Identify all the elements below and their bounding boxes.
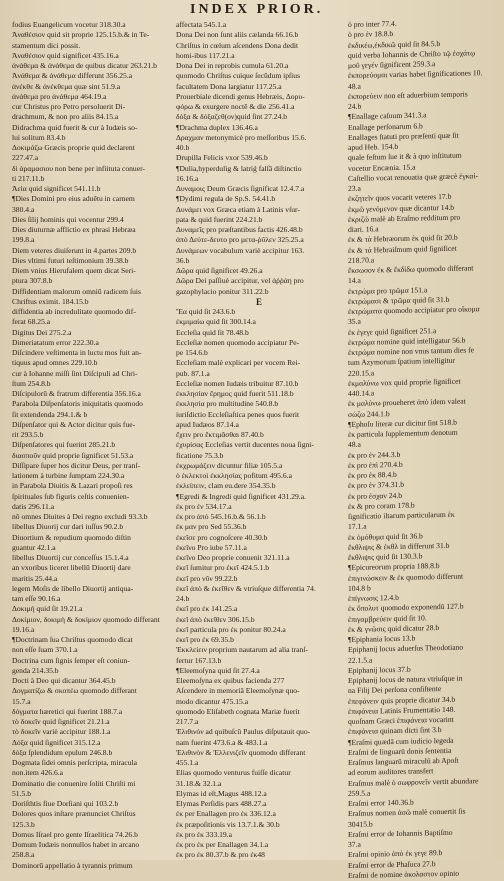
index-entry-line: ἐκκλησία pro multitudine 540.8.b [176, 399, 279, 409]
index-entry-line: 22.1.5.a [348, 654, 373, 665]
index-entry-line: 455.1.a [176, 758, 199, 767]
index-entry-line: ἐκλείπειν, clam eu.dere 354.35.b [176, 481, 276, 491]
index-entry-line: Eraſmi de nomine ἀκολαστον opinio [348, 868, 460, 880]
index-column-right [348, 17, 498, 881]
index-entry-line: ὁ pro ἐν 18.8.b [348, 29, 394, 40]
index-entry-line: ἔχειν pro ἔκτιμᾶσθαι 87.40.b [176, 430, 264, 439]
index-entry-line: diari. 16.a [348, 224, 379, 234]
index-entry-line: ¶Dies Domini pro eius aduētu in carnem [12, 194, 135, 204]
index-entry-line: μοῦ γεγέν ſignificent 259.3.a [348, 59, 436, 70]
index-entry-line: ἐκ μαν pro Sed 55.36.b [176, 522, 247, 532]
index-entry-line: ἐκ pro ἐν 244.3.b [348, 449, 401, 460]
index-entry-line: Elias quomodo venturus fuiſſe dicatur [176, 768, 291, 778]
index-entry-line: diffidentia ab incredulitate quomodo dif- [12, 307, 136, 316]
index-entry-line: lui solitum 83.4.b [12, 132, 66, 142]
index-entry-line: ¶Doctrinam ſua Chriſtus quomodo dicat [12, 635, 133, 644]
index-entry-line: an vxoribus liceret libellū Diuortij dare [12, 563, 131, 573]
index-entry-line: Dona Dei in reprobis cumula 61.20.a [176, 61, 289, 70]
index-entry-line: ἔκθλιψις & ἐκθλ in differunt 31.b [348, 540, 450, 552]
index-entry-line: Ἀεὶα quid significet 541.11.b [12, 184, 101, 193]
index-entry-line: ἐκπορεύειν non eſt aduerbium temporis [348, 89, 468, 101]
index-entry-line: Eccleſiæ nomen Iudæis tribuitur 87.10.b [176, 378, 299, 388]
index-entry-line: quomodo Eliſabeth cognata Mariæ fuerit [176, 706, 300, 716]
index-entry-line: ἐκ μαλύνω proueheret ἀπὸ idem valeat [348, 396, 466, 409]
index-entry-line: Ἐκκλείειν proprium nautarum ad alia tranſ- [176, 645, 308, 655]
index-entry-line: Elymas id eſt,Magus 488.12.a [176, 788, 267, 798]
index-entry-line: cur Christus pro Petro persoluerit Di- [12, 102, 126, 111]
index-column-middle [176, 20, 342, 861]
index-entry-line: genda 214.35.b [12, 665, 59, 675]
index-entry-line: Parabola Diſpenſatoris iniquitatis quomodo [12, 399, 143, 409]
index-entry-line: 258.8.a [12, 850, 35, 860]
index-entry-line: 14.a [348, 275, 361, 286]
index-entry-line: 259.5.a [348, 788, 371, 798]
index-entry-line: Doctrina cum ſignis ſemper eſt coniun- [12, 655, 130, 665]
index-entry-line: 37.a [348, 839, 361, 849]
index-entry-line: ἐκ pro ἐκ 88.4.b [348, 469, 397, 480]
index-entry-line: quomodo Chriſtus cuique ſecūdum ipſius [176, 71, 301, 81]
index-entry-line: iuriſdictio Eccleſiaſtica penes quos fuerit [176, 409, 300, 419]
index-entry-line: σώζω 244.1.b [348, 408, 390, 419]
index-entry-line: Digitus Dei 275.2.a [12, 327, 72, 337]
index-entry-line: legem Moſis de libello Diuortij antiqua- [12, 583, 134, 593]
index-entry-line: ¶Egredi & Ingredi quid ſignificet 431.29.a. [176, 491, 306, 501]
index-entry-line: fertur 167.13.b [176, 655, 222, 665]
index-entry-line: 227.47.a [12, 153, 39, 163]
index-entry-line: ἐκ pro ἐκ per Enallagen 34.1.a [176, 840, 269, 849]
index-entry-line: ἐκ ἐγεγε quid ſignificet 251.a [348, 325, 437, 337]
index-entry-line: tum Azymorum ſpatium intelligitur [348, 356, 455, 368]
index-entry-line: ¶Epicureorum propria 188.8.b [348, 561, 440, 573]
index-entry-line: Dies vltimi futuri teſtimonium 39.38.b [12, 255, 129, 265]
index-entry-line: ὁ pro inter 77.4. [348, 18, 397, 29]
index-entry-line: ἐκ pro ἐπὶ 270.4.b [348, 459, 403, 470]
index-entry-line: ἀνέκθε & ἀνέκθεμα quæ sint 51.9.a [12, 81, 121, 91]
index-entry-line: 30415.b [348, 818, 373, 829]
index-entry-line: ὁ ἐκλεκτοὶ ἐκκλησίας pofitum 495.6.a [176, 471, 292, 480]
index-entry-line: ¶Eleemoſyna quid ſit 27.4.a [176, 665, 260, 675]
index-entry-line: ¶Dulia,hyperdulig & latriǵ falſā diſtinctio [176, 163, 302, 173]
index-entry-line: ἐκτρώματα quomodo accipiatur pro οἴκομα [348, 304, 480, 316]
index-entry-line: ¶Drachma duplex 136.46.a [176, 122, 258, 132]
index-entry-line: ἐπιφάνεια quinam dicti ſint 3.b [348, 725, 442, 737]
index-entry-line: Chriſtus in cœlum aſcendens Dona dedit [176, 40, 299, 50]
index-entry-line: homi-ibus 117.21.a [176, 50, 235, 60]
index-entry-line: gazophylacio ponitur 311.22.b [176, 286, 269, 296]
index-entry-line: ἐκεῖ particula pro ἐκ ponitur 80.24.a [176, 624, 286, 634]
index-entry-line: quid verba Iohannis de Chriſto τῷ ἐσχάτῳ [348, 48, 476, 60]
index-entry-line: tiquus apud omnes 229.10.b [12, 358, 98, 368]
index-entry-line: Dominorū appellatio à tyrannis primum [12, 860, 133, 870]
index-entry-line: Δοκίμιον, δοκιμὴ & δοκίμιον quomodo differant [12, 614, 160, 624]
index-entry-line: ἐκτρώμα pro τρῶμα 151.a [348, 284, 428, 296]
index-entry-line: ἐκριζῶ malè ab Eraſmo redditum pro [348, 212, 461, 224]
index-entry-line: vocetur Encænia. 15.a [348, 162, 416, 173]
index-entry-line: ἐκτρώμασι & τρῶμα quid ſit 31.b [348, 294, 450, 306]
index-entry-line: Diſpenſator qui & Actor dicitur quis fue- [12, 419, 136, 429]
index-entry-line: Ἐλιθινὸν & Ἐλλενιζεῖν quomodo differant [176, 747, 306, 757]
index-entry-line: quale feſtum ſue it & à quo inſtitutum [348, 150, 462, 163]
index-entry-line: ἀπὸ Δεύτε-δευτο pro μετα-ῥῦλεν 325.25.a [176, 235, 304, 245]
index-entry-line: ¶Epiphania locus 13.b [348, 633, 416, 644]
index-entry-line: Diſſipare ſuper hos dicitur Deus, per tranſ- [12, 460, 140, 470]
index-entry-line: 23.a [348, 183, 361, 193]
letter-section-heading: E [255, 296, 262, 307]
index-entry-line: apud Heb. 154.b [348, 141, 399, 152]
index-entry-line: Diem vnius Hierufalem quem dicat Seri- [12, 266, 136, 275]
index-entry-line: ſtum 254.8.b [12, 378, 51, 388]
index-entry-line: pata & quid fuerint 224.21.b [176, 214, 263, 224]
index-entry-line: ἐκ pro ἀπό 545.16.b.& 56.1.b [176, 512, 266, 521]
index-entry-line: 36.b [176, 255, 190, 265]
index-entry-line: ἐκμαλύνω vox quid proprie ſignificet [348, 376, 461, 388]
index-entry-line: Eleemoſyna ex quibus facienda 277 [176, 676, 285, 685]
index-entry-line: Diem veteres diuiſerunt in 4.partes 209.b [12, 245, 137, 255]
index-entry-line: ἐκκλησίαν ἔρημος quid fuerit 511.18.b [176, 389, 294, 398]
index-entry-line: Epiphanij locus aduerſus Theodotiano [348, 642, 464, 655]
index-entry-line: Ἀνάθεμα & ἀνάθεμα differunt 356.25.a [12, 71, 133, 81]
index-entry-line: Δυνάμεων vocabulum variè accipitur 163. [176, 245, 305, 255]
index-entry-line: drachmum, & non pro aliis 84.15.a [12, 112, 119, 122]
index-entry-line: Δόξα quid ſignificet 315.12.a [12, 737, 101, 747]
index-entry-line: Enallage perſonarum 6.b [348, 120, 423, 132]
index-entry-line: nō omnes Diuites à Dei regno excludi 93.3.b [12, 512, 148, 521]
index-entry-line: δόξα ſplendidum epulum 246.8.b [12, 747, 113, 757]
index-entry-line: ἐκ & τὰ Hebræorum ἐκ quid ſit 20.b [348, 232, 458, 245]
index-entry-line: ἐκ particula ſupplementum denotum [348, 427, 458, 439]
index-entry-line: 24.b [348, 101, 362, 111]
index-entry-line: Δυναμεῖς pro præſtantibus factis 426.48.b [176, 225, 303, 234]
index-entry-line: Dies ſilij hominis qui vocentur 299.4 [12, 214, 124, 224]
index-entry-line: in Parabola Diuitis & Lazari propoſi res [12, 481, 133, 491]
index-entry-line: Elymas Perſidis pars 488.27.a [176, 799, 267, 808]
index-entry-line: δόγματα hæretici qui fuerint 188.7.a [12, 706, 123, 716]
index-entry-line: modo dicantur 475.15.a [176, 696, 249, 706]
index-entry-line: ficatione 75.3.b [176, 450, 224, 460]
index-entry-line: pe 154.6.b [176, 348, 208, 357]
index-entry-line: ¶Eraſmi quædā cum iudicio legeda [348, 735, 454, 747]
index-entry-line: δὶ ἀραμασιου non bene per infiituta conuer- [12, 163, 146, 173]
index-column-left [12, 20, 172, 871]
index-entry-line: ἐπιγινώσκειν & ἐκ quomodo differunt [348, 571, 464, 583]
index-entry-line: ἐχυρίσας Eccleſias vertit ducentes noua ſigni- [176, 440, 314, 450]
index-entry-line: ἔκσωσον ἐκ & ἔκδίδω quomodo differant [348, 263, 474, 275]
index-entry-line: Δογματίζω & σκοπέω quomodo differant [12, 686, 137, 696]
index-entry-line: non eſſe ſuam 370.1.a [12, 645, 78, 655]
index-entry-line: ἐκ & pro coram 178.b [348, 500, 415, 511]
index-entry-line: 19.16.a [12, 624, 35, 634]
index-entry-line: Prouerbiale dicendi genus Hebræis, Δορυ- [176, 91, 305, 101]
index-entry-line: rit 293.5.b [12, 430, 44, 439]
index-entry-line: ἐκ pro ἐκ 333.19.a [176, 829, 233, 839]
index-entry-line: Diſcindere veſtimenta in luctu mos fuit an- [12, 348, 142, 357]
index-entry-line: ptura 307.8.b [12, 276, 53, 286]
index-entry-line: ferat 68.25.a [12, 317, 51, 327]
index-entry-line: Eraſmi error de Phaſuca 27.b [348, 858, 436, 870]
index-entry-line: ἐκδικέω,ἐκδικῶ quid ſit 84.5.b [348, 38, 441, 50]
index-entry-line: na Filij Dei perſona conſiſtente [348, 684, 442, 696]
index-entry-line: ¶Ephoſu literæ cur dicitur ſint 518.b [348, 417, 457, 429]
index-entry-line: φόρω & exurgere noctē & die 256.41.a [176, 102, 295, 111]
index-entry-line: ἐκ pro ἐκ 80.37.b & pro ἐκ48 [176, 850, 265, 860]
index-entry-line: 220.15.a [348, 367, 375, 378]
index-entry-line: ad eorum auditores transfert [348, 766, 434, 778]
index-entry-line: 440.14.a [348, 388, 375, 398]
index-entry-line: 104.8 b [348, 583, 371, 593]
index-entry-line: Eccleſia quid ſit 78.48.b [176, 327, 249, 337]
index-entry-line: ἐκεῖ ἀπὸ & ἐκεῖθεν & vtriuſque differentia 74. [176, 583, 316, 593]
index-entry-line: Dimeriatatum error 222.30.a [12, 337, 99, 347]
index-entry-line: Caſtellio vocat renouatia quæ græcè ἐγκαί- [348, 171, 478, 183]
index-entry-line: ἐπιγαμβρεύειν quid ſit 10. [348, 612, 427, 624]
index-entry-line: ἐπεφάνειν quis proprie dicatur 34.b [348, 694, 456, 706]
index-entry-line: ἐκ pro ἐν 374.31.b [348, 480, 405, 491]
index-entry-line: ¶Dydimi regula de Sp.S. 54.41.b [176, 194, 276, 204]
index-entry-line: datis 296.11.a [12, 501, 55, 511]
index-entry-line: Dies diuturnæ afflictio ex phrasi Hebræa [12, 225, 136, 234]
index-entry-line: non.item 426.6.a [12, 768, 64, 778]
index-entry-line: ἐκ & γνῶσις quid dicatur 28.b [348, 622, 440, 634]
index-entry-line: 17.1.a [348, 521, 367, 532]
index-entry-line: ἐκ ὁμόθυμα quid ſit 36.b [348, 530, 423, 542]
index-entry-line: Dogmata ſidei omnis perſcripta, miracula [12, 758, 138, 767]
index-entry-line: ἔκθλιψις quid ſit 130.3.b [348, 551, 423, 562]
index-entry-line: Epiphanij locus de natura vtriuſque in [348, 673, 463, 685]
index-entry-line: ἐκεῖ pro ἐκ 141.25.a [176, 604, 238, 614]
index-entry-line: 35.a [348, 316, 361, 327]
index-entry-line: quoſnam Græci ἐπιφάνεια vocarint [348, 714, 454, 726]
index-entry-line: affectata 545.1.a [176, 20, 227, 29]
index-entry-line: tam eſſe 90.16.a [12, 594, 61, 603]
index-entry-line: ſit extendenda 294.1.& b [12, 409, 88, 419]
running-title: INDEX PRIOR. [190, 2, 324, 17]
index-entry-line: ἐπιφάνεια Latinis Frumentatio 148. [348, 704, 456, 716]
index-entry-line: 51.5.b [12, 788, 31, 798]
index-entry-line: facultatem Dona largiatur 117.25.a [176, 81, 282, 91]
index-entry-line: Diffidentiam malorum omniū radicem ſuis [12, 286, 141, 296]
index-entry-line: Eraſmi de linguarū donis ſententia [348, 745, 452, 757]
index-entry-line: 199.8.a [12, 235, 35, 245]
index-entry-line: 15.7.a [12, 696, 31, 706]
index-entry-line: ἀνάθεμα & ἀνάθεμα de quibus dicatur 263.21.b [12, 61, 157, 70]
index-entry-line: τὸ δοκεῖν variè accipitur 188.1.a [12, 727, 111, 737]
index-entry-line: apud Iudæos 87.14.a [176, 419, 239, 429]
index-entry-line: Δυναμοις Deum Græcis ſignificat 12.4.7.a [176, 184, 305, 193]
index-entry-line: 218.70.a [348, 255, 375, 265]
index-entry-line: 24.b [176, 594, 190, 603]
index-entry-line: fodius Euangelicum vocetur 318.30.a [12, 20, 126, 29]
index-entry-line: Ἐλιθινόν ad quibuſcū Paulus diſputauit quo- [176, 727, 311, 737]
index-entry-line: Enallages ſtatuti pro præſenti quæ ſit [348, 130, 459, 142]
index-entry-line: 217.7.a [176, 717, 199, 726]
index-entry-line: Diuortium & repudium quomodo diſtin [12, 532, 131, 542]
index-entry-line: Ἀναθέσιον quid sit proprie 125.15.b.& in Te- [12, 30, 150, 40]
index-entry-line: Aſcendere in memoriā Eleemoſynæ quo- [176, 686, 300, 696]
index-entry-line: ἐκπορεύομαι varias habet ſignificationes 10. [348, 68, 483, 81]
index-entry-line: δόξα & δόξαζεθ(ον)quid ſint 27.24.b [176, 112, 288, 122]
index-entry-line: 16.16.a [176, 173, 199, 183]
index-entry-line: ἀνάθεμα pro ἀνάθεμα 464.19.a [12, 91, 107, 101]
index-entry-line: διασποῦν quid proprie ſignificet 51.53.a [12, 450, 134, 460]
index-entry-line: cur à Iohanne miſſi ſint Diſcipuli ad Chri- [12, 368, 138, 378]
index-entry-line: Eccleſiam malè explicari per vocem Rei- [176, 358, 301, 368]
index-entry-line: ἐκτρώμα nomine non vnus tantum dies fe [348, 345, 475, 357]
index-entry-line: Chriftus eximit. 184.15.b [12, 296, 89, 306]
index-entry-line: Eraſmi opinio ἀπὸ ἐκ γεγε 89.b [348, 848, 443, 860]
index-entry-line: Didrachma quid fuerit & cur à Iudæis so- [12, 122, 138, 132]
index-entry-line: Eccleſiæ nomen quomodo accipiatur Pe- [176, 337, 300, 347]
index-entry-line: Δοκιμάζω Græcis proprie quid declarent [12, 143, 135, 152]
index-entry-line: Ἀναθέσιον quid significet 435.16.a [12, 50, 119, 60]
index-entry-line: ἐκεῖ ſumitur pro ἐκεῖ 424.5.1.b [176, 563, 270, 573]
index-entry-line: ἐκτρώμα nomine quid intelligatur 56.b [348, 335, 466, 347]
index-entry-line: ἐκ præpoſitionis vis 13.7.1.& 30.b [176, 819, 280, 829]
index-entry-line: Eraſmi error 140.36.b [348, 797, 414, 808]
index-entry-line: Diſpenſatores qui fuerint 285.21.b [12, 440, 116, 450]
index-entry-line: ἐκεῖνο Deo proprie conuenit 321.11.a [176, 553, 290, 562]
index-entry-line: nam fuerint 473.6.a & 483.1.a [176, 737, 268, 747]
index-entry-line: Eraſmi error de Iohannis Baptiſmo [348, 827, 453, 839]
index-entry-line: 48.a [348, 81, 361, 91]
index-entry-line: Eraſmus languarū miraculū ab Apoſt [348, 755, 459, 767]
index-entry-line: Domus Iſrael pro gente Iſraelitica 74.26.b [12, 829, 138, 839]
index-entry-line: Drupilla Felicis vxor 539.46.b [176, 153, 268, 163]
index-entry-line: Epiphanij locus 37.b [348, 664, 411, 675]
index-entry-line: ti 217.11.b [12, 173, 45, 183]
index-entry-line: 380.4.a [12, 204, 35, 214]
index-entry-line: Diſcipulorū & fratrum differentia 356.16.a [12, 389, 141, 398]
index-entry-line: libellus Diuorij cur dari iuſſus 90.2.b [12, 522, 124, 532]
index-entry-line: τὸ δοκεῖν quid ſignificet 21.21.a [12, 717, 110, 726]
index-entry-line: ſignificatio iltarum particularum ἐκ [348, 509, 455, 521]
index-entry-line: libellus Diuortij cur conceſſus 15.1.4.a [12, 553, 129, 562]
index-entry-line: ἐκμῶ γενόμενον quæ dicantur 14.b [348, 202, 455, 214]
index-entry-line: pub. 87.1.a [176, 368, 210, 378]
index-entry-line: Δυνάμει vox Græca etiam à Latinis vſur- [176, 204, 300, 214]
index-entry-line: ἐκεῖ ἀπὸ ἐκεῖθεν 306.15.b [176, 614, 255, 624]
index-entry-line: Δῶρα quid ſignificet 49.26.a [176, 266, 263, 275]
index-entry-line: ἐκεῖνο Pro iube 57.11.a [176, 542, 247, 552]
index-entry-line: ἐκεῖσε pro cognoſcere 40.30.b [176, 532, 268, 542]
index-entry-line: ἐκ pro ἐσχαν 24.b [348, 490, 403, 501]
index-entry-line: Dominatio die conuenire ſoliti Chriſti mi [12, 778, 136, 788]
index-entry-line: ἐκμιμαίω quid ſit 300.14.a [176, 317, 256, 327]
index-entry-line: ἐπίγνωσις 12.4.b [348, 592, 399, 603]
index-entry-line: Dolores quos inſtare prænunciet Chriſtus [12, 809, 136, 819]
index-entry-line: Dona Dei non ſunt aliis cælanda 66.16.b [176, 30, 299, 40]
index-entry-line: lationem à turbine ſumptam 224.30.a [12, 471, 125, 480]
index-entry-line: 31.18.& 32.1.a [176, 778, 222, 788]
index-entry-line: ἐκχρωμάζειν dicuntur filiæ 105.5.a [176, 460, 283, 470]
index-entry-line: ἐκεῖ pro νῦν 99.22.b [176, 573, 238, 583]
index-entry-line: Δοκιμή quid ſit 19.21.a [12, 604, 83, 614]
index-entry-line: ἐκ pro ἐν 534.17.a [176, 501, 232, 511]
index-entry-line: 125.3.b [12, 819, 35, 829]
index-entry-line: 48.a [348, 439, 361, 450]
index-entry-line: Doriſthtis fiue Dorſiani qui 103.2.b [12, 799, 119, 808]
index-entry-line: ἐκζητεῖν quos vocarit veteres 17.b [348, 192, 452, 204]
index-entry-line: stamentum dici possit. [12, 40, 81, 50]
index-entry-line: maritis 25.44.a [12, 573, 58, 583]
index-entry-line: Δῶρα Dei paſſiuè accipitur, vel ἀῤῥάη pro [176, 276, 304, 286]
index-entry-line: Docti à Deo qui dicantur 364.45.b [12, 676, 116, 685]
index-entry-line: ἐκεῖ pro ἐκ 69.35.b [176, 635, 234, 644]
index-entry-line: ἐκ ὅπολυτ quomodo exponendū 127.b [348, 601, 464, 614]
index-entry-line: Ἔα quid ſit 243.6.b [176, 307, 236, 316]
index-entry-line: ἐκ & τὰ Hebraiſmum quid ſignificet [348, 243, 457, 255]
index-entry-line: Eraſmus nomen ἀσῶ malè conuertit ſis [348, 806, 466, 819]
index-entry-line: Domum Iudæis nonnullos habet in arcano [12, 840, 140, 849]
index-entry-line: ſpirituales ſub figuris ceſtis conuenien- [12, 491, 130, 501]
index-entry-line: 40.b [176, 143, 190, 152]
index-entry-line: ἐκ per Enallagen pro ἐκ 336.12.a [176, 809, 276, 819]
index-entry-line: Eraſmus malè ὁ σωφρονεῖν vertit abundare [348, 775, 479, 788]
index-entry-line: Δραχμαν metonymicè pro meſſoribus 15.6. [176, 132, 307, 142]
index-entry-line: guantur 42.1.a [12, 542, 56, 552]
index-entry-line: ¶Enallage caſuum 341.3.a [348, 110, 427, 122]
